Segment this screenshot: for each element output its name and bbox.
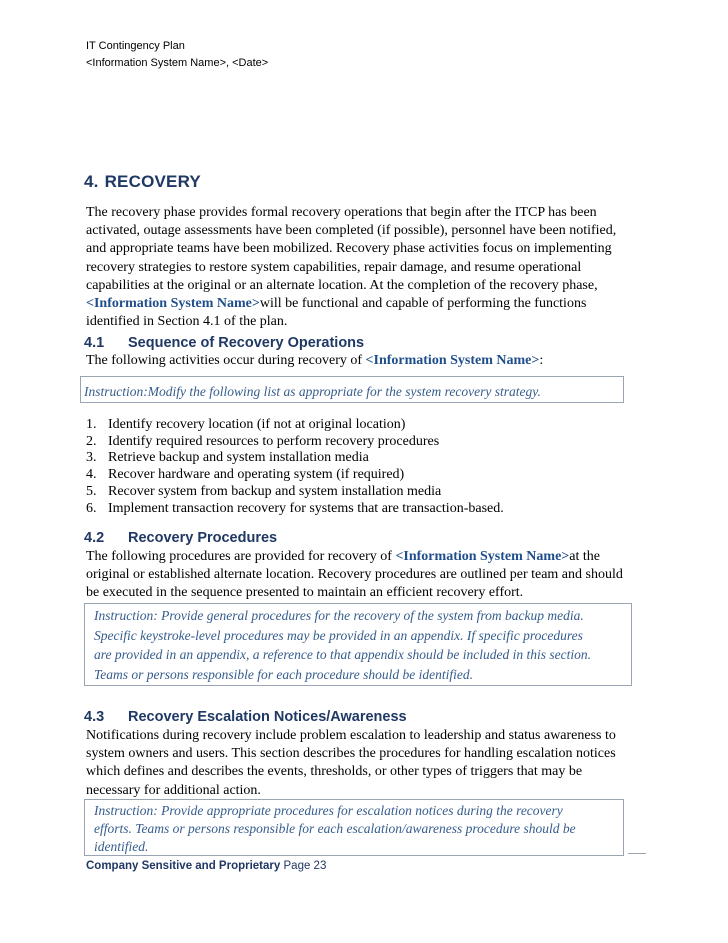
paragraph-line: necessary for additional action. (86, 782, 261, 798)
list-item (86, 450, 504, 467)
paragraph-text: The following procedures are provided for recovery of (86, 549, 396, 564)
page-number: Page 23 (283, 860, 327, 872)
list-number: 2. (86, 433, 97, 449)
system-name-placeholder: <Information System Name> (86, 296, 260, 312)
paragraph-text: : (539, 353, 544, 368)
section-number: 4.3 (84, 709, 105, 725)
list-number: 6. (86, 500, 97, 516)
section-4-1-heading (84, 335, 364, 351)
page-footer (86, 860, 326, 872)
section-title: Recovery Procedures (128, 530, 278, 546)
instruction-line: identified. (94, 839, 149, 854)
section-number: 4.2 (84, 530, 105, 546)
paragraph-line: activated, outage assessments have been completed (if possible), personnel have been notified, (86, 223, 617, 239)
list-text: Implement transaction recovery for systems that are transaction-based. (108, 500, 504, 516)
paragraph-text: at the (569, 549, 600, 564)
paragraph-line: The recovery phase provides formal recovery operations that begin after the ITCP has been (86, 205, 597, 220)
list-number: 1. (86, 417, 97, 432)
paragraph-line: capabilities at the original or an alternate location. At the completion of the recovery phase, (86, 277, 598, 293)
recovery-steps-list (86, 417, 504, 517)
list-item (86, 467, 504, 484)
running-header-subtitle: <Information System Name>, <Date> (86, 57, 269, 69)
instruction-box (80, 376, 624, 403)
list-number: 4. (86, 467, 97, 483)
footer-divider (628, 853, 646, 854)
instruction-line: Instruction: Provide general procedures for the recovery of the system from backup media. (94, 608, 584, 623)
paragraph-text: The following activities occur during recovery of (86, 353, 366, 368)
paragraph-line: and appropriate teams have been mobilized. Recovery phase activities focus on implementing (86, 241, 612, 257)
section-4-heading (84, 172, 201, 192)
paragraph-line: which defines and describes the events, thresholds, or other types of triggers that may be (86, 764, 583, 780)
list-number: 3. (86, 450, 97, 466)
instruction-line: efforts. Teams or persons responsible for each escalation/awareness procedure should be (94, 821, 576, 836)
instruction-line: Instruction: Provide appropriate procedures for escalation notices during the recovery (94, 803, 563, 818)
list-text: Retrieve backup and system installation media (108, 450, 369, 466)
paragraph-line (86, 295, 642, 313)
paragraph-line: identified in Section 4.1 of the plan. (86, 314, 288, 330)
list-text: Recover hardware and operating system (if required) (108, 467, 405, 483)
list-item (86, 484, 504, 501)
paragraph-line: Notifications during recovery include problem escalation to leadership and status awareness to (86, 728, 616, 743)
list-number: 5. (86, 483, 97, 499)
section-4-3-heading (84, 709, 407, 725)
paragraph-line (86, 548, 642, 566)
instruction-box (84, 799, 624, 856)
instruction-line: Teams or persons responsible for each procedure should be identified. (94, 666, 473, 682)
system-name-placeholder: <Information System Name> (395, 549, 570, 564)
section-4-intro (86, 204, 642, 331)
paragraph-line: recovery strategies to restore system capabilities, repair damage, and resume operational (86, 259, 582, 275)
paragraph-text: will be functional and capable of performing the functions (259, 296, 587, 312)
classification-label: Company Sensitive and Proprietary (86, 860, 281, 872)
section-title: Recovery Escalation Notices/Awareness (128, 709, 407, 725)
section-4-1-intro (86, 352, 642, 370)
list-text: Identify required resources to perform recovery procedures (108, 433, 440, 449)
section-number: 4. (84, 172, 99, 191)
list-item (86, 501, 504, 518)
instruction-box (84, 603, 632, 686)
section-title: Sequence of Recovery Operations (128, 335, 365, 351)
list-text: Recover system from backup and system installation media (108, 483, 442, 499)
list-item (86, 417, 504, 434)
section-title: RECOVERY (104, 172, 201, 191)
running-header-title: IT Contingency Plan (86, 40, 185, 52)
instruction-text: Instruction:Modify the following list as appropriate for the system recovery strategy. (84, 384, 541, 399)
instruction-line: are provided in an appendix, a reference to that appendix should be included in this section. (94, 647, 592, 662)
paragraph-line: system owners and users. This section describes the procedures for handling escalation notices (86, 746, 616, 762)
paragraph-line: be executed in the sequence presented to maintain an efficient recovery effort. (86, 585, 524, 601)
paragraph-line: original or established alternate location. Recovery procedures are outlined per team and should (86, 567, 623, 583)
section-4-2-intro (86, 548, 642, 603)
instruction-line: Specific keystroke-level procedures may be provided in an appendix. If specific procedures (94, 627, 583, 643)
section-4-2-heading (84, 530, 277, 546)
list-item (86, 434, 504, 451)
section-number: 4.1 (84, 335, 105, 351)
system-name-placeholder: <Information System Name> (365, 353, 540, 368)
list-text: Identify recovery location (if not at original location) (108, 417, 406, 432)
section-4-3-body (86, 727, 642, 800)
